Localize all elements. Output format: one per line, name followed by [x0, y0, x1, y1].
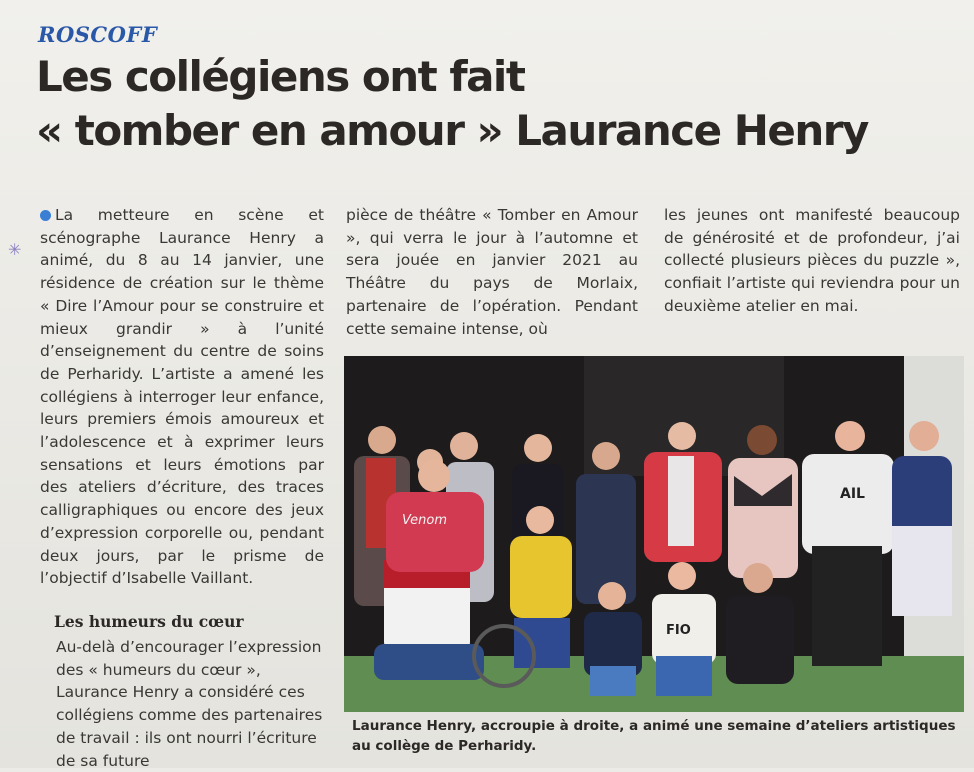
- column-1-text: La metteure en scène et scénographe Laurance Henry a animé, du 8 au 14 janvier, une résidence de création sur le thème « Dire l’Amour pour se construire et mieux grandir » à l’unité d’enseignement du centre de soins de Perharidy. L’artiste a amené les collégiens à interroger leur enfance, leurs premiers émois amoureux et l’adolescence et à exprimer leurs sensations et leurs émotions par des ateliers d’écriture, des traces calligraphiques ou encore des jeux d’expression corporelle ou, pendant deux jours, par le prisme de l’objectif d’Isabelle Vaillant.: [40, 206, 324, 588]
- bullet-dot-icon: [40, 210, 51, 221]
- column-4: [56, 636, 328, 772]
- person-back-7: [802, 421, 894, 666]
- photo-caption: Laurance Henry, accroupie à droite, a animé une semaine d’ateliers artistiques au collège de Perharidy.: [352, 718, 956, 754]
- shirt-text-fio: FIO: [666, 623, 691, 638]
- shirt-text-venom: Venom: [402, 513, 447, 528]
- headline-line-2: « tomber en amour » Laurance Henry: [36, 106, 868, 155]
- column-3-text: les jeunes ont manifesté beaucoup de générosité et de profondeur, j’ai collecté plusieurs pièces du puzzle », confiait l’artiste qui reviendra pour un deuxième atelier en mai.: [664, 206, 960, 315]
- column-4-text: Au-delà d’encourager l’expression des « humeurs du cœur », Laurance Henry a considéré ces collégiens comme des partenaires de travail : ils ont nourri l’écriture de sa future: [56, 638, 323, 770]
- column-3: [664, 204, 960, 318]
- column-2-text: pièce de théâtre « Tomber en Amour », qui verra le jour à l’automne et sera jouée en janvier 2021 au Théâtre du pays de Morlaix, partenaire de l’opération. Pendant cette semaine intense, où: [346, 206, 638, 338]
- column-2: [346, 204, 638, 340]
- decorative-mark-icon: ✳: [8, 240, 22, 259]
- headline-line-1: Les collégiens ont fait: [36, 52, 525, 101]
- column-1: [40, 204, 324, 590]
- group-photo: [344, 356, 964, 712]
- subheading: Les humeurs du cœur: [54, 612, 244, 631]
- section-kicker: ROSCOFF: [38, 22, 158, 47]
- headline: [36, 50, 956, 158]
- shirt-text-ail: AIL: [840, 486, 865, 502]
